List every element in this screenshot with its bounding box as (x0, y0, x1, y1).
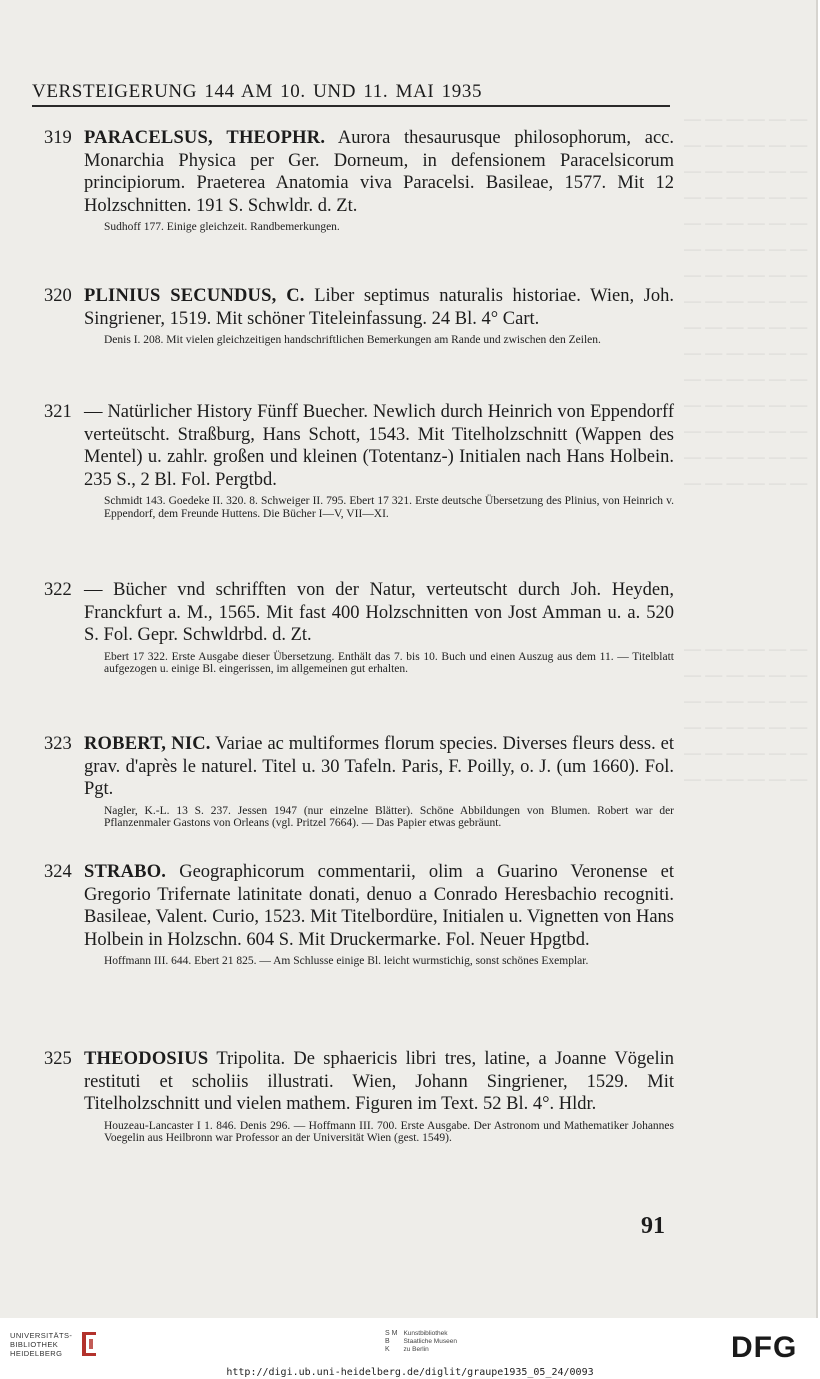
entry-note: Denis I. 208. Mit vielen gleichzeitigen handschriftlichen Bemerkungen am Rande und zwischen den Zeilen. (104, 334, 601, 347)
bleed-through-text: — — — — — — — — — — — — — — — — — — — — — — — — — — — — — — — — — — — — — — — — — — — — — — — — — — — — — — — — — — — — — — — — — — — — — — — — — — — — — — — — — — — — — — — — — — — — — — — — — — — — — — — — — — — — — — — — — — — — — — — — — — — — — — (684, 109, 808, 788)
entry-body (84, 401, 674, 491)
entry-note: Schmidt 143. Goedeke II. 320. 8. Schweiger II. 795. Ebert 17 321. Erste deutsche Übersetzung des Plinius, von Heinrich v. Eppendorf, dem Freunde Huttens. Die Bücher I—V, VII—XI. (104, 495, 674, 520)
lot-number: 321 (44, 402, 72, 422)
entry-note: Hoffmann III. 644. Ebert 21 825. — Am Schlusse einige Bl. leicht wurmstichig, sonst schönes Exemplar. (104, 955, 589, 968)
entry-author: STRABO. (84, 862, 167, 882)
catalog-entry (44, 127, 674, 234)
lot-number: 320 (44, 286, 72, 306)
catalog-entry (44, 733, 674, 830)
catalog-entry (44, 285, 674, 347)
entry-text: Tripolita. De sphaericis libri tres, latine, a Joanne Vögelin restituti et scholiis illustrati. Wien, Johann Singriener, 1529. Mit Titelholzschnitt und vielen mathem. Figuren im Text. 52 Bl. 4°. Hldr. (84, 1049, 674, 1115)
entry-text: Geographicorum commentarii, olim a Guarino Veronense et Gregorio Trifernate latinitate donati, denuo a Conrado Heresbachio recogniti. Basileae, Valent. Curio, 1523. Mit Titelbordüre, Initialen u. Vignetten von Hans Holbein in Holzschn. 604 S. Mit Druckermarke. Fol. Neuer Hpgtbd. (84, 862, 674, 950)
entry-note: Houzeau-Lancaster I 1. 846. Denis 296. — Hoffmann III. 700. Erste Ausgabe. Der Astronom und Mathematiker Johannes Voegelin aus Heilbronn war Professor an der Universität Wien (gest. 1549). (104, 1119, 674, 1145)
entry-body (84, 127, 674, 217)
catalog-entry (44, 1048, 674, 1145)
catalog-entry (44, 579, 674, 676)
entry-text: Aurora thesaurusque philosophorum, acc. Monarchia Physica per Ger. Dorneum, in defensionem Paracelsicorum principiorum. Praeterea Anatomia viva Paracelsi. Basileae, 1577. Mit 12 Holzschnitten. 191 S. Schwldr. d. Zt. (84, 128, 675, 216)
viewer-footer (0, 1318, 820, 1379)
lot-number: 323 (44, 734, 72, 754)
entry-author: THEODOSIUS (84, 1049, 209, 1069)
entry-note: Nagler, K.-L. 13 S. 237. Jessen 1947 (nur einzelne Blätter). Schöne Abbildungen von Blumen. Robert war der Pflanzenmaler Gastons von Orleans (vgl. Pritzel 7664). — Das Papier etwas gebräunt. (104, 804, 674, 830)
catalog-entry (44, 401, 674, 521)
entry-body (84, 579, 674, 647)
entry-text: — Bücher vnd schrifften von der Natur, verteutscht durch Joh. Heyden, Franckfurt a. M., 1565. Mit fast 400 Holzschnitten von Jost Amman u. a. 520 S. Fol. Gepr. Schwldrbd. d. Zt. (84, 580, 674, 646)
library-logo[interactable] (10, 1330, 100, 1358)
entry-body (84, 861, 674, 951)
museum-logo (385, 1330, 457, 1354)
entry-author: PARACELSUS, THEOPHR. (84, 128, 326, 148)
header-rule (32, 105, 670, 107)
library-seal-icon (78, 1330, 100, 1358)
lot-number: 325 (44, 1049, 72, 1069)
lot-number: 322 (44, 580, 72, 600)
entry-author: PLINIUS SECUNDUS, C. (84, 286, 305, 306)
dfg-logo: DFG (731, 1331, 798, 1364)
page-url-link[interactable]: http://digi.ub.uni-heidelberg.de/diglit/graupe1935_05_24/0093 (226, 1367, 594, 1378)
page-number: 91 (641, 1213, 665, 1239)
entry-text: Variae ac multiformes florum species. Diverses fleurs dess. et grav. d'après le naturel. Titel u. 30 Tafeln. Paris, F. Poilly, o. J. (um 1660). Fol. Pgt. (84, 734, 674, 800)
entry-text: Liber septimus naturalis historiae. Wien, Joh. Singriener, 1519. Mit schöner Titeleinfassung. 24 Bl. 4° Cart. (84, 286, 674, 329)
running-header: VERSTEIGERUNG 144 AM 10. UND 11. MAI 1935 (32, 81, 483, 102)
entry-note: Ebert 17 322. Erste Ausgabe dieser Übersetzung. Enthält das 7. bis 10. Buch und einen Auszug aus dem 11. — Titelblatt aufgezogen u. einige Bl. eingerissen, im allgemeinen gut erhalten. (104, 650, 674, 676)
entry-text: — Natürlicher History Fünff Buecher. Newlich durch Heinrich von Eppendorff verteütscht. Straßburg, Hans Schott, 1543. Mit Titelholzschnitt (Wappen des Mentel) u. zahlr. großen und kleinen (Totentanz-) Initialen nach Hans Holbein. 235 S., 2 Bl. Fol. Pergtbd. (84, 402, 674, 490)
library-name: UNIVERSITÄTS- BIBLIOTHEK HEIDELBERG (10, 1330, 73, 1358)
entry-author: ROBERT, NIC. (84, 734, 211, 754)
lot-number: 319 (44, 128, 72, 148)
entry-body (84, 1048, 674, 1116)
catalog-entry (44, 861, 674, 968)
museum-name: Kunstbibliothek Staatliche Museen zu Berlin (403, 1330, 457, 1353)
entry-note: Sudhoff 177. Einige gleichzeit. Randbemerkungen. (104, 221, 340, 234)
lot-number: 324 (44, 862, 72, 882)
entry-body (84, 733, 674, 801)
museum-letters: S M B K (385, 1330, 398, 1353)
entry-body (84, 285, 674, 330)
